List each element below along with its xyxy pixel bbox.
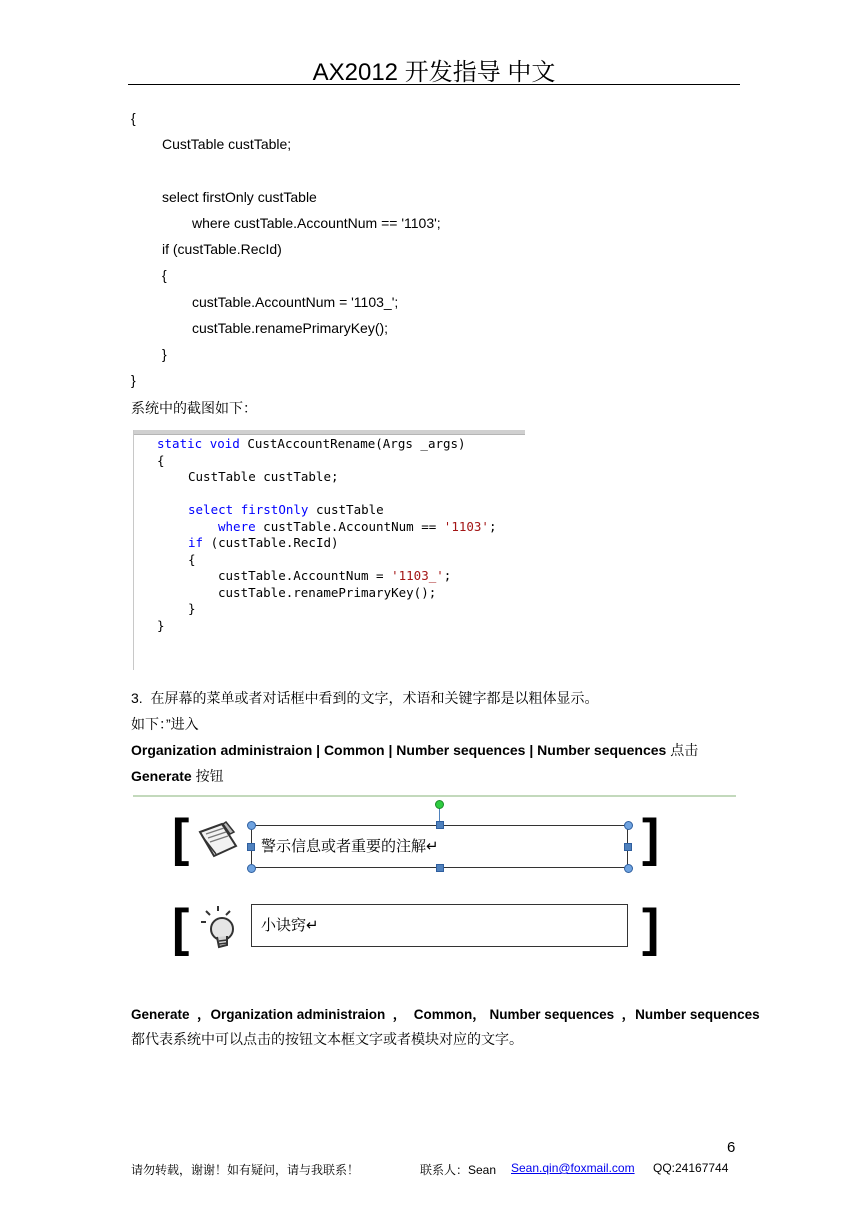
code-line: } xyxy=(162,346,167,362)
example-intro: 如下：”进入 xyxy=(131,716,199,732)
page-header-title: AX2012 开发指导 中文 xyxy=(312,59,556,86)
section-heading: 3. 在屏幕的菜单或者对话框中看到的文字，术语和关键字都是以粗体显示。 xyxy=(131,690,599,706)
bracket-left: [ xyxy=(172,809,190,867)
code-select: select firstOnly custTable xyxy=(188,502,384,517)
code-rename: custTable.renamePrimaryKey(); xyxy=(218,585,437,600)
bracket-left: [ xyxy=(172,899,190,957)
summary-explanation: 都代表系统中可以点击的按钮文本框文字或者模块对应的文字。 xyxy=(131,1031,523,1047)
generate-line: Generate 按钮 xyxy=(131,768,224,784)
resize-handle[interactable] xyxy=(624,821,633,830)
book-icon xyxy=(196,818,242,862)
bracket-right: ] xyxy=(642,899,660,957)
code-line: } xyxy=(131,372,136,388)
code-brace: { xyxy=(188,552,196,567)
resize-handle[interactable] xyxy=(247,821,256,830)
warning-note-box[interactable]: 警示信息或者重要的注解↵ xyxy=(251,825,628,868)
resize-handle[interactable] xyxy=(247,864,256,873)
footer-email-link[interactable]: Sean.qin@foxmail.com xyxy=(511,1161,635,1175)
screenshot-left-border xyxy=(133,430,134,670)
footer-contact: 联系人：Sean xyxy=(420,1163,497,1177)
bracket-right: ] xyxy=(642,809,660,867)
code-assign: custTable.AccountNum = '1103_'; xyxy=(218,568,452,583)
code-signature: static void CustAccountRename(Args _args) xyxy=(157,436,466,451)
resize-handle[interactable] xyxy=(247,843,255,851)
code-brace: { xyxy=(157,453,165,468)
resize-handle[interactable] xyxy=(436,864,444,872)
code-brace: } xyxy=(157,618,165,633)
code-screenshot xyxy=(133,430,525,670)
code-if: if (custTable.RecId) xyxy=(188,535,339,550)
screenshot-caption: 系统中的截图如下： xyxy=(131,400,257,416)
page-number: 6 xyxy=(727,1139,736,1156)
footer-qq: QQ:24167744 xyxy=(653,1161,729,1175)
code-line: if (custTable.RecId) xyxy=(162,241,282,257)
code-decl: CustTable custTable; xyxy=(188,469,339,484)
header-rule xyxy=(128,84,740,85)
generate-term: Generate xyxy=(131,768,192,784)
code-where: where custTable.AccountNum == '1103'; xyxy=(218,519,497,534)
code-brace: } xyxy=(188,601,196,616)
resize-handle[interactable] xyxy=(624,843,632,851)
code-line: where custTable.AccountNum == '1103'; xyxy=(192,215,441,231)
divider-rule xyxy=(133,795,736,797)
menu-path: Organization administraion | Common | Number sequences | Number sequences xyxy=(131,742,667,758)
bold-terms-list: Generate ，Organization administraion ， Common， Number sequences ，Number sequences xyxy=(131,1007,760,1022)
menu-path-line: Organization administraion | Common | Number sequences | Number sequences 点击 xyxy=(131,742,699,758)
code-line: { xyxy=(131,110,136,126)
code-line: custTable.AccountNum = '1103_'; xyxy=(192,294,399,310)
code-line: { xyxy=(162,267,167,283)
resize-handle[interactable] xyxy=(436,821,444,829)
screenshot-top-border xyxy=(133,430,525,435)
code-line: CustTable custTable; xyxy=(162,136,292,152)
footer-notice: 请勿转载，谢谢！如有疑问，请与我联系！ xyxy=(131,1163,360,1177)
tip-note-box[interactable]: 小诀窍↵ xyxy=(251,904,628,947)
code-line: custTable.renamePrimaryKey(); xyxy=(192,320,389,336)
code-line: select firstOnly custTable xyxy=(162,189,317,205)
lightbulb-icon xyxy=(198,905,240,953)
rotate-handle[interactable] xyxy=(435,800,444,809)
resize-handle[interactable] xyxy=(624,864,633,873)
